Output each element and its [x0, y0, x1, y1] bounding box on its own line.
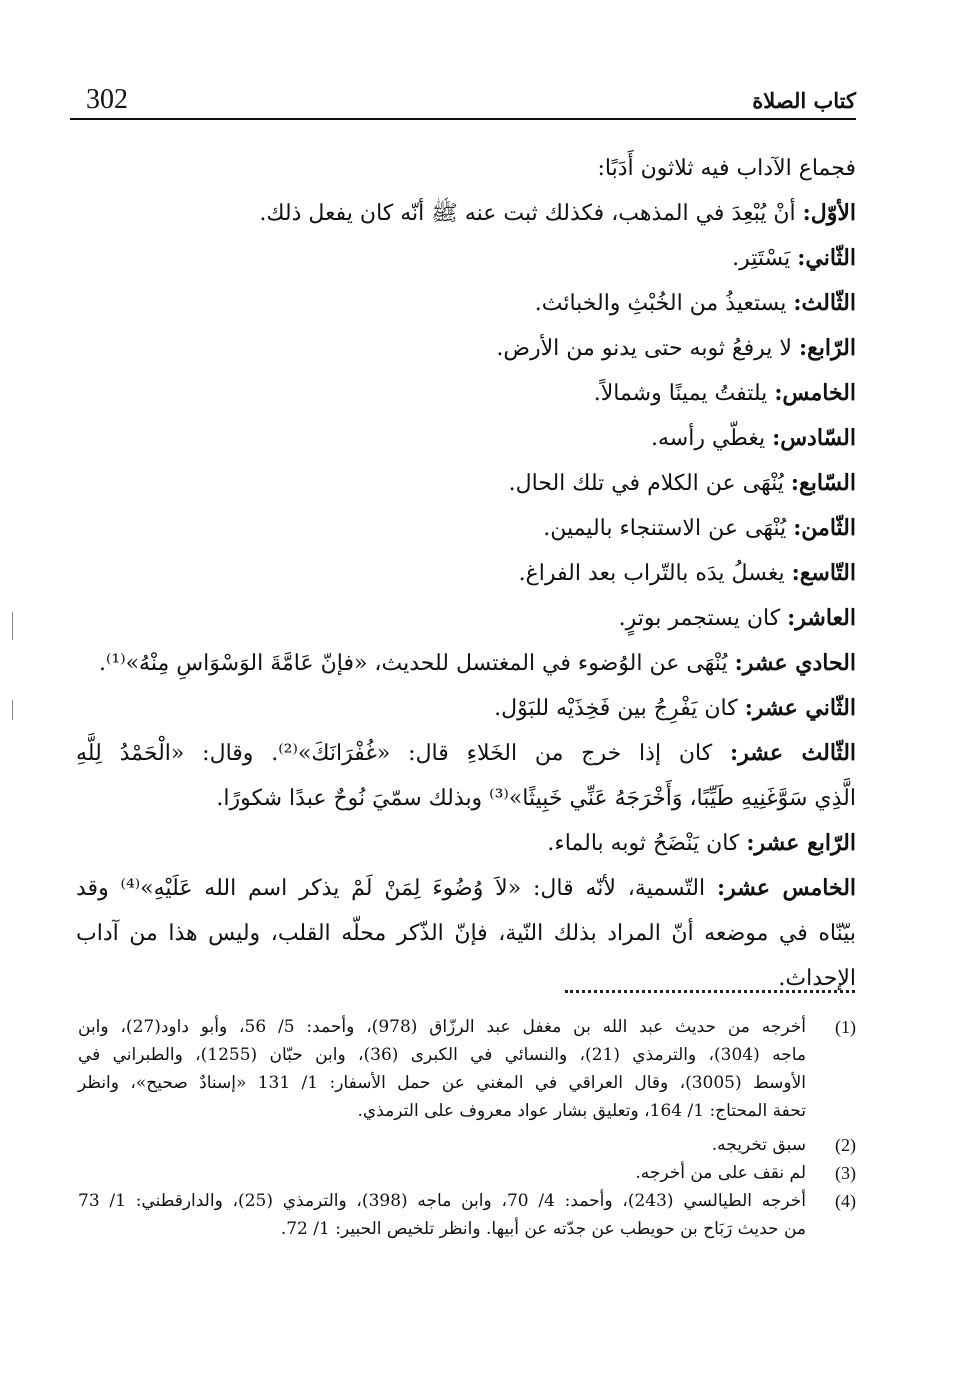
footnote-number: (2)	[835, 1135, 856, 1155]
item-label: الثّاني:	[797, 245, 856, 271]
footnote-number: (4)	[835, 1191, 856, 1211]
item-text: التّسمية، لأنّه قال: «لاَ وُضُوءَ لِمَنْ لَمْ يذكر اسم الله عَلَيْهِ»⁽⁴⁾ وقد	[76, 876, 706, 901]
footnote-line: سبق تخريجه.	[711, 1135, 806, 1155]
text-line	[76, 191, 856, 236]
page-header	[78, 78, 856, 114]
text-line	[76, 866, 856, 911]
item-label: الأوّل:	[802, 200, 856, 226]
item-text: الَّذِي سَوَّغَنِيهِ طَيِّبًا، وَأَخْرَجَهُ عَنِّي خَبِيثًا»⁽³⁾ وبذلك سمّيَ نُوحٌ عبدًا شكورًا.	[216, 786, 856, 811]
footnote-line: أخرجه الطيالسي (243)، وأحمد: 4/ 70، وابن ماجه (398)، والترمذي (25)، والدارقطني: 1/ 73	[78, 1191, 806, 1211]
footnote-line: تحفة المحتاج: 1/ 164، وتعليق بشار عواد معروف على الترمذي.	[357, 1101, 806, 1121]
footnote-separator	[565, 990, 855, 993]
footnote	[78, 1159, 856, 1187]
footnotes	[78, 1013, 856, 1243]
item-text: كان يَفْرِجُ بين فَخِذَيْه للبَوْل.	[494, 696, 738, 721]
header-rule	[70, 118, 856, 120]
item-text: فجماع الآداب فيه ثلاثون أَدَبًا:	[597, 156, 856, 181]
item-text: الإحداث.	[778, 966, 856, 991]
item-label: الثّالث:	[793, 290, 856, 316]
item-label: التّاسع:	[791, 560, 856, 586]
item-label: الثّاني عشر:	[744, 695, 856, 721]
footnote-text	[78, 1159, 806, 1187]
text-line	[76, 461, 856, 506]
item-text: يغسلُ يدَه بالتّراب بعد الفراغ.	[518, 561, 785, 586]
item-text: بيّنّاه في موضعه أنّ المراد بذلك النّية، فإنّ الذّكر محلّه القلب، وليس هذا من آداب	[76, 921, 856, 946]
footnote	[78, 1187, 856, 1243]
margin-mark	[12, 612, 13, 640]
footnote-line: الأوسط (3005)، وقال العراقي في المغني عن حمل الأسفار: 1/ 131 «إسنادٌ صحيح»، وانظر	[78, 1073, 806, 1093]
item-text: يغطّي رأسه.	[651, 426, 766, 451]
text-line	[76, 821, 856, 866]
text-line	[76, 911, 856, 956]
item-text: يُنْهَى عن الوُضوء في المغتسل للحديث، «فإنّ عَامَّةَ الوَسْوَاسِ مِنْهُ»⁽¹⁾.	[98, 651, 728, 676]
footnote-text	[78, 1131, 806, 1159]
footnote-line: لم نقف على من أخرجه.	[635, 1163, 806, 1183]
item-text: كان يَنْضَحُ ثوبه بالماء.	[547, 831, 740, 856]
footnote-number: (3)	[835, 1163, 856, 1183]
text-line	[76, 506, 856, 551]
item-text: يلتفتُ يمينًا وشمالاً.	[593, 381, 768, 406]
margin-mark	[12, 700, 13, 720]
item-text: يَسْتَتِر.	[732, 246, 791, 271]
footnote-text	[78, 1187, 806, 1243]
item-label: الرّابع عشر:	[746, 830, 856, 856]
item-label: الخامس:	[774, 380, 856, 406]
footnote-number: (1)	[835, 1017, 856, 1037]
footnote	[78, 1131, 856, 1159]
item-text: يستعيذُ من الخُبْثِ والخبائث.	[534, 291, 787, 316]
item-text: كان يستجمر بوترٍ.	[618, 606, 781, 631]
text-line	[76, 371, 856, 416]
text-line	[76, 281, 856, 326]
text-line	[76, 686, 856, 731]
item-label: الثّامن:	[793, 515, 856, 541]
text-line	[76, 731, 856, 776]
main-text	[76, 146, 856, 1001]
item-label: السّابع:	[790, 470, 856, 496]
text-line	[76, 146, 856, 191]
running-title: كتاب الصلاة	[752, 88, 856, 113]
item-text: كان إذا خرج من الخَلاءِ قال: «غُفْرَانَكَ»⁽²⁾. وقال: «الْحَمْدُ لِلَّهِ	[76, 741, 713, 766]
text-line	[76, 596, 856, 641]
page-number: 302	[86, 84, 128, 115]
item-label: الرّابع:	[798, 335, 856, 361]
text-line	[76, 956, 856, 1001]
item-text: أنْ يُبْعِدَ في المذهب، فكذلك ثبت عنه ﷺ أنّه كان يفعل ذلك.	[259, 201, 796, 226]
footnote-line: ماجه (304)، والترمذي (21)، والنسائي في الكبرى (36)، وابن حبّان (1255)، والطبراني في	[78, 1045, 806, 1065]
footnote-text	[78, 1013, 806, 1125]
footnote-line: من حديث رَبَاح بن حويطب عن جدّته عن أبيها. وانظر تلخيص الحبير: 1/ 72.	[280, 1219, 806, 1239]
item-label: السّادس:	[772, 425, 856, 451]
item-label: الثّالث عشر:	[730, 740, 856, 766]
text-line	[76, 326, 856, 371]
text-line	[76, 641, 856, 686]
item-text: يُنْهَى عن الاستنجاء باليمين.	[543, 516, 787, 541]
footnote-line: أخرجه من حديث عبد الله بن مغفل عبد الرزّاق (978)، وأحمد: 5/ 56، وأبو داود(27)، وابن	[78, 1017, 806, 1037]
text-line	[76, 551, 856, 596]
item-label: الخامس عشر:	[716, 875, 856, 901]
text-line	[76, 776, 856, 821]
footnote	[78, 1013, 856, 1125]
item-text: يُنْهَى عن الكلام في تلك الحال.	[508, 471, 784, 496]
item-text: لا يرفعُ ثوبه حتى يدنو من الأرض.	[496, 336, 792, 361]
item-label: الحادي عشر:	[734, 650, 856, 676]
text-line	[76, 236, 856, 281]
item-label: العاشر:	[787, 605, 856, 631]
text-line	[76, 416, 856, 461]
